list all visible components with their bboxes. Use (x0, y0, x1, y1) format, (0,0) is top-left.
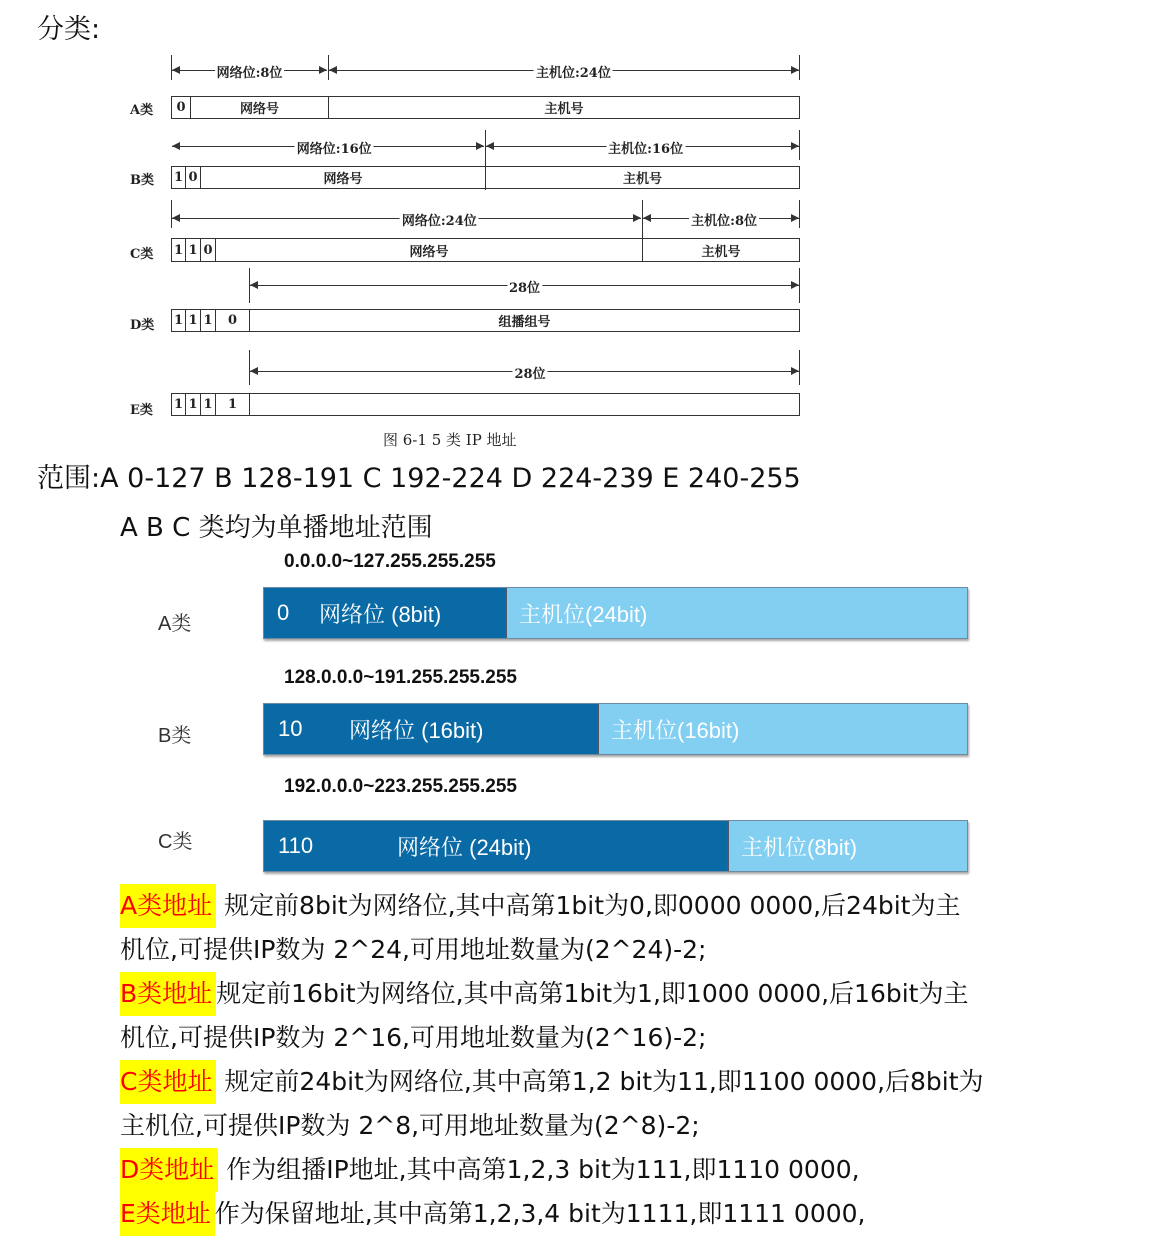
dimension-d: 28位 (250, 277, 799, 293)
host-segment: 主机位(8bit) (729, 821, 967, 871)
dimension-b-host: 主机位:16位 (486, 138, 799, 154)
note-class-a: A类地址 规定前8bit为网络位,其中高第1bit为0,即0000 0000,后24bit为主 (120, 884, 1130, 928)
highlight-tag: A类地址 (120, 884, 216, 928)
class-label-b: B类 (130, 173, 154, 188)
network-segment: 110 网络位 (24bit) (264, 821, 729, 871)
arrow-right-icon (791, 214, 799, 222)
arrow-left-icon (172, 66, 180, 74)
arrow-right-icon (633, 214, 641, 222)
class-c-bar (263, 820, 968, 872)
bar-label-a: A类 (158, 613, 192, 635)
figure-caption: 图 6-1 5 类 IP 地址 (383, 431, 517, 449)
arrow-left-icon (643, 214, 651, 222)
class-b-bar (263, 703, 968, 755)
network-segment: 10 网络位 (16bit) (264, 704, 599, 754)
range-heading: 范围:A 0-127 B 128-191 C 192-224 D 224-239 E 240-255 (37, 463, 801, 494)
class-label-e: E类 (130, 403, 153, 418)
arrow-left-icon (486, 142, 494, 150)
highlight-tag: C类地址 (120, 1060, 216, 1104)
arrow-left-icon (329, 66, 337, 74)
class-a-bar (263, 587, 968, 639)
dim-tick (799, 200, 800, 228)
note-class-a-cont: 机位,可提供IP数为 2^24,可用地址数量为(2^24)-2; (120, 935, 707, 964)
dim-tick (799, 268, 800, 303)
highlight-tag: D类地址 (120, 1148, 218, 1192)
arrow-left-icon (172, 142, 180, 150)
bar-label-b: B类 (158, 725, 192, 747)
class-a-box: 0 网络号 主机号 (171, 96, 800, 119)
arrow-left-icon (172, 214, 180, 222)
note-class-d: D类地址 作为组播IP地址,其中高第1,2,3 bit为111,即1110 0000, (120, 1148, 1130, 1192)
arrow-right-icon (319, 66, 327, 74)
network-segment: 0 网络位 (8bit) (264, 588, 507, 638)
classification-heading: 分类: (37, 14, 101, 45)
dimension-a-network: 网络位:8位 (172, 62, 327, 78)
bar-label-c: C类 (158, 831, 193, 853)
dimension-b-network: 网络位:16位 (172, 138, 484, 154)
class-a-range: 0.0.0.0~127.255.255.255 (284, 551, 496, 572)
dimension-a-host: 主机位:24位 (329, 62, 799, 78)
arrow-left-icon (250, 367, 258, 375)
note-class-c-cont: 主机位,可提供IP数为 2^8,可用地址数量为(2^8)-2; (120, 1111, 700, 1140)
dim-tick (799, 350, 800, 385)
arrow-right-icon (476, 142, 484, 150)
class-label-d: D类 (130, 318, 155, 333)
note-class-e: E类地址 作为保留地址,其中高第1,2,3,4 bit为1111,即1111 0000, (120, 1192, 1130, 1236)
class-c-box: 1 1 0 网络号 主机号 (171, 238, 800, 262)
unicast-note: A B C 类均为单播地址范围 (120, 513, 433, 543)
arrow-right-icon (791, 142, 799, 150)
class-d-box: 1 1 1 0 组播组号 (171, 309, 800, 332)
highlight-tag: B类地址 (120, 972, 216, 1016)
arrow-left-icon (250, 281, 258, 289)
dimension-c-host: 主机位:8位 (643, 210, 799, 226)
highlight-tag: E类地址 (120, 1192, 215, 1236)
class-e-box: 1 1 1 1 (171, 393, 800, 416)
arrow-right-icon (791, 66, 799, 74)
class-label-c: C类 (130, 247, 154, 262)
class-notes (120, 884, 1130, 1236)
class-c-range: 192.0.0.0~223.255.255.255 (284, 776, 517, 797)
dimension-c-network: 网络位:24位 (172, 210, 641, 226)
note-class-c: C类地址 规定前24bit为网络位,其中高第1,2 bit为11,即1100 0000,后8bit为 (120, 1060, 1130, 1104)
class-label-a: A类 (130, 103, 154, 118)
class-b-range: 128.0.0.0~191.255.255.255 (284, 667, 517, 688)
host-segment: 主机位(16bit) (599, 704, 967, 754)
arrow-right-icon (791, 367, 799, 375)
dimension-e: 28位 (250, 363, 799, 379)
class-b-box: 1 0 网络号 主机号 (171, 166, 800, 189)
note-class-b: B类地址 规定前16bit为网络位,其中高第1bit为1,即1000 0000,后16bit为主 (120, 972, 1130, 1016)
dim-tick (799, 55, 800, 80)
note-class-b-cont: 机位,可提供IP数为 2^16,可用地址数量为(2^16)-2; (120, 1023, 707, 1052)
dim-tick (799, 130, 800, 160)
host-segment: 主机位(24bit) (507, 588, 967, 638)
arrow-right-icon (791, 281, 799, 289)
ip-class-figure (0, 0, 1150, 460)
